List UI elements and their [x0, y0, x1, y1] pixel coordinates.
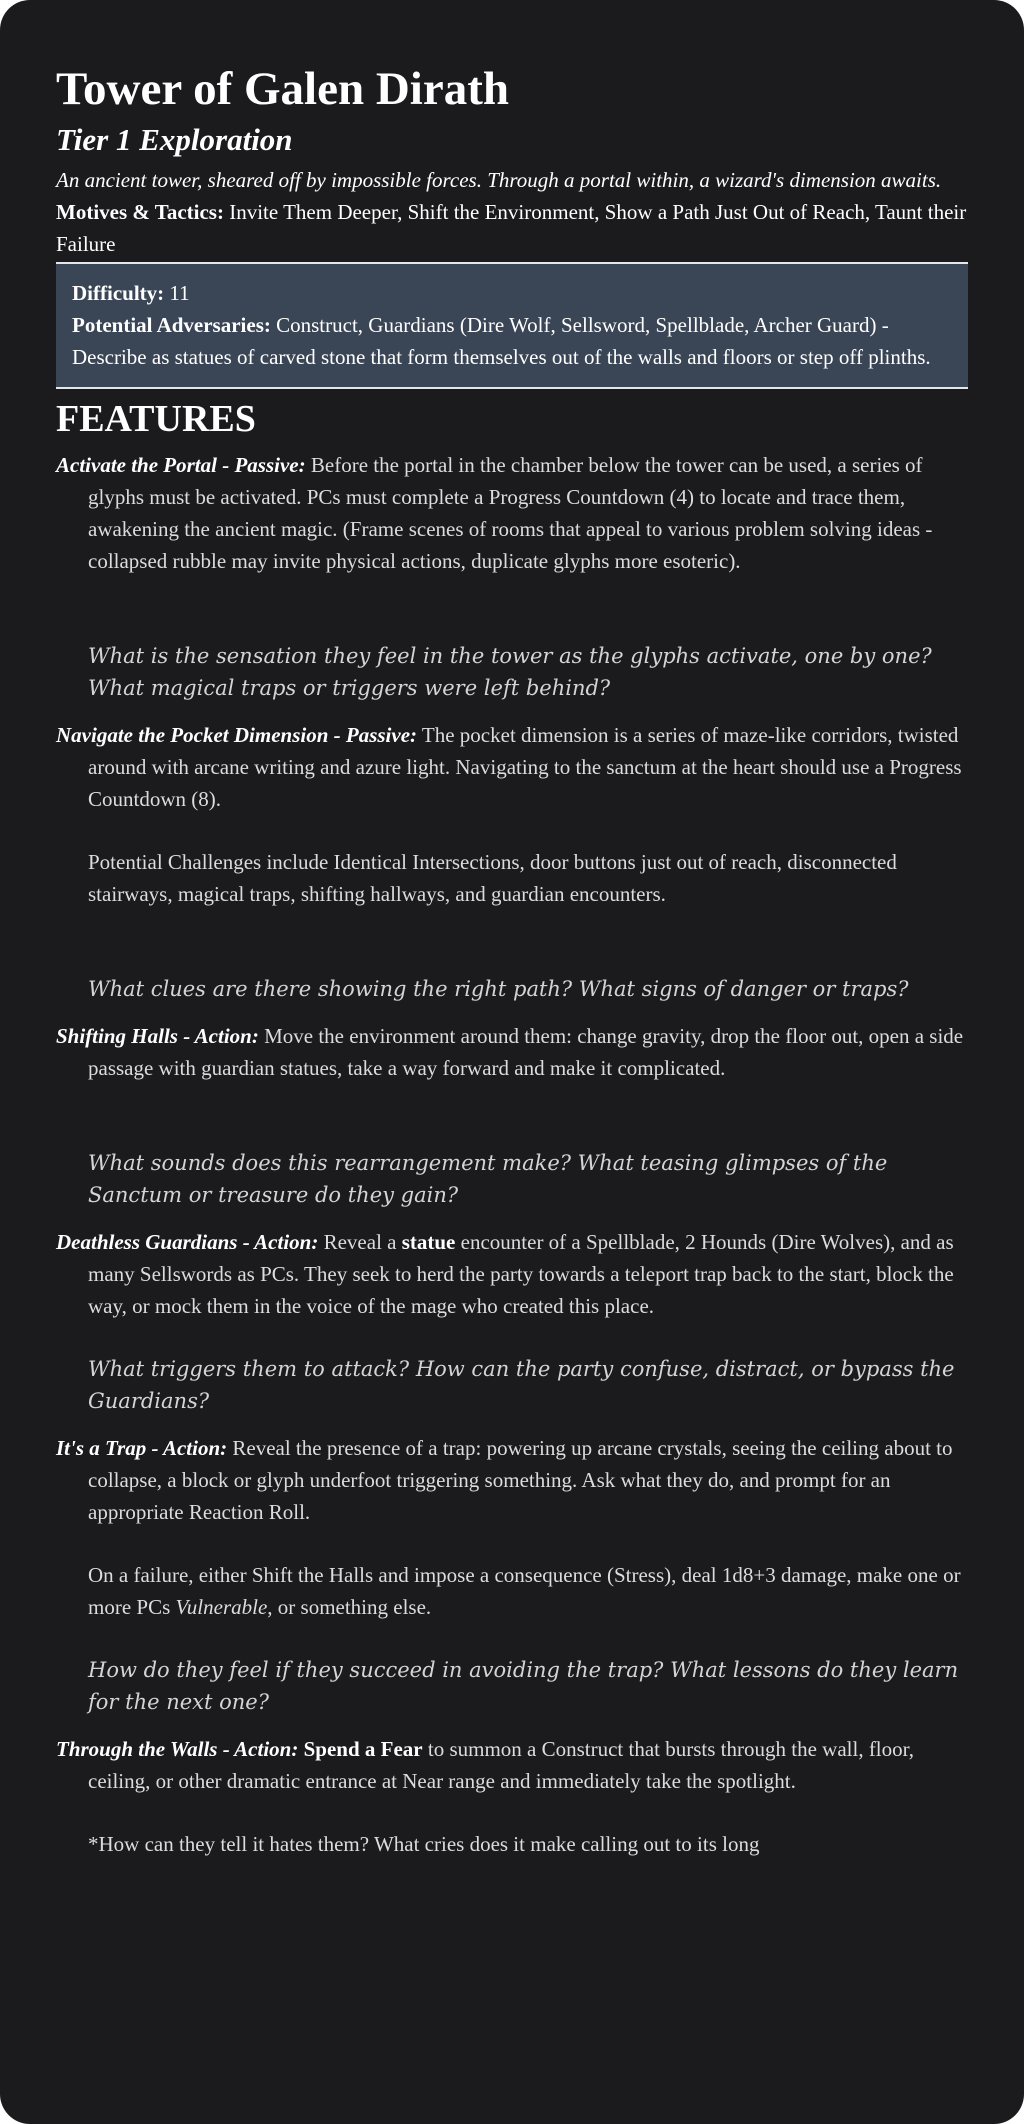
feature-extra-after: , or something else.	[267, 1595, 432, 1619]
feature-navigate-pocket-dimension	[56, 719, 968, 815]
feature-text: Move the environment around them: change gravity, drop the floor out, open a side passage with guardian statues, take a way forward and make it complicated.	[88, 1024, 964, 1080]
feature-question: What is the sensation they feel in the tower as the glyphs activate, one by one? What magical traps or triggers were left behind?	[88, 644, 932, 700]
feature-question: What triggers them to attack? How can the party confuse, distract, or bypass the Guardians?	[88, 1357, 955, 1413]
feature-its-a-trap	[56, 1432, 968, 1528]
feature-text: Reveal the presence of a trap: powering up arcane crystals, seeing the ceiling about to collapse, a block or glyph underfoot triggering something. Ask what they do, and prompt for an appropriate Reaction Roll.	[88, 1436, 953, 1524]
stat-box	[56, 262, 968, 389]
feature-question: What clues are there showing the right path? What signs of danger or traps?	[88, 977, 909, 1001]
feature-text: The pocket dimension is a series of maze-like corridors, twisted around with arcane writing and azure light. Navigating to the sanctum at the heart should use a Progress Countdown (8).	[88, 723, 962, 811]
feature-extra-em: Vulnerable	[175, 1595, 268, 1619]
feature-deathless-guardians	[56, 1226, 968, 1322]
feature-text-after: encounter of a Spellblade, 2 Hounds (Dire Wolves), and as many Sellswords as PCs. They seek to herd the party towards a teleport trap back to the start, block the way, or mock them in the voice of the mage who created this place.	[88, 1230, 954, 1318]
feature-activate-portal	[56, 449, 968, 577]
features-heading: FEATURES	[56, 398, 256, 440]
feature-name: Activate the Portal - Passive:	[56, 453, 306, 477]
feature-extra	[56, 1559, 968, 1623]
difficulty-value: 11	[169, 281, 190, 305]
feature-text-before: Reveal a	[323, 1230, 397, 1254]
feature-shifting-halls	[56, 1020, 968, 1084]
potential-adversaries	[72, 309, 952, 373]
feature-strong: Spend a Fear	[303, 1737, 423, 1761]
feature-question: How do they feel if they succeed in avoiding the trap? What lessons do they learn for the next one?	[88, 1658, 959, 1714]
adversaries-text: Construct, Guardians (Dire Wolf, Sellsword, Spellblade, Archer Guard) - Describe as statues of carved stone that form themselves out of the walls and floors or step off plinths.	[72, 313, 931, 369]
feature-text: Before the portal in the chamber below the tower can be used, a series of glyphs must be activated. PCs must complete a Progress Countdown (4) to locate and trace them, awakening the ancient magic. (Frame scenes of rooms that appeal to various problem solving ideas - collapsed rubble may invite physical actions, duplicate glyphs more esoteric).	[88, 453, 933, 573]
adversaries-label: Potential Adversaries:	[72, 313, 271, 337]
feature-extra-before: On a failure, either Shift the Halls and impose a consequence (Stress), deal 1d8+3 damage, make one or more PCs	[88, 1563, 961, 1619]
difficulty-label: Difficulty:	[72, 281, 165, 305]
feature-strong: statue	[401, 1230, 456, 1254]
motives-text: Invite Them Deeper, Shift the Environment, Show a Path Just Out of Reach, Taunt their Failure	[56, 200, 967, 256]
feature-extra: *How can they tell it hates them? What cries does it make calling out to its long	[88, 1832, 760, 1856]
feature-question: What sounds does this rearrangement make? What teasing glimpses of the Sanctum or treasure do they gain?	[88, 1151, 888, 1207]
difficulty	[72, 277, 952, 309]
feature-name: Through the Walls - Action:	[56, 1737, 299, 1761]
feature-name: Shifting Halls - Action:	[56, 1024, 259, 1048]
feature-text: to summon a Construct that bursts through the wall, floor, ceiling, or other dramatic entrance at Near range and immediately take the spotlight.	[88, 1737, 915, 1793]
tier-subtitle: Tier 1 Exploration	[56, 122, 293, 157]
motives	[56, 196, 968, 260]
feature-name: It's a Trap - Action:	[56, 1436, 228, 1460]
feature-extra: Potential Challenges include Identical Intersections, door buttons just out of reach, disconnected stairways, magical traps, shifting hallways, and guardian encounters.	[88, 850, 897, 906]
feature-name: Deathless Guardians - Action:	[56, 1230, 319, 1254]
feature-through-the-walls	[56, 1733, 968, 1797]
page-title: Tower of Galen Dirath	[56, 63, 510, 115]
motives-label: Motives & Tactics:	[56, 200, 224, 224]
description: An ancient tower, sheared off by impossible forces. Through a portal within, a wizard's dimension awaits.	[56, 168, 942, 192]
feature-name: Navigate the Pocket Dimension - Passive:	[56, 723, 418, 747]
